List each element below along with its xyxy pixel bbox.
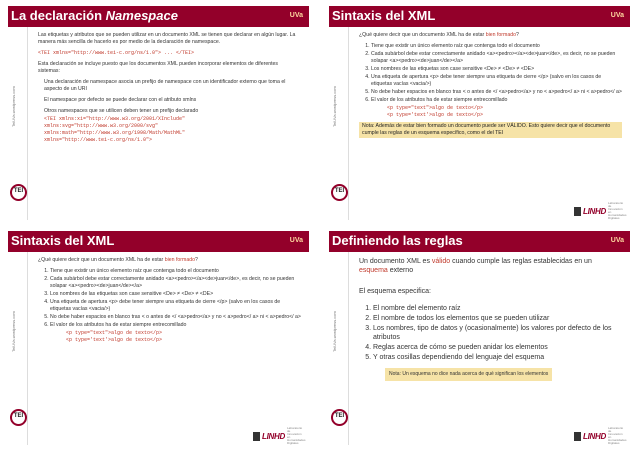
tei-logo-icon: TEI	[331, 409, 348, 431]
uva-logo: UVa	[289, 237, 303, 244]
slide-content	[359, 32, 622, 142]
list-item: 4. Reglas acerca de cómo se pueden anidar los elementos	[373, 343, 620, 352]
title-bar	[8, 231, 309, 252]
rules-list	[50, 268, 301, 329]
paragraph: El namespace por defecto se puede declarar con el atributo xmlns	[44, 97, 197, 103]
list-item: 1. El nombre del elemento raíz	[373, 304, 620, 313]
paragraph: El esquema especifica:	[359, 288, 431, 295]
tei-logo-icon: TEI	[10, 409, 27, 431]
slide-content	[38, 32, 301, 144]
code-block	[44, 116, 301, 144]
slide-title: Definiendo las reglas	[332, 233, 463, 248]
slide-title: La declaración Namespace	[11, 8, 178, 23]
paragraph: Las etiquetas y atributos que se pueden utilizar en un documento XML se tienen que declarar en algún lugar. La manera más sencilla de hacerlo es por medio de la declaración de namespace.	[38, 32, 296, 45]
slide-sintaxis	[8, 231, 309, 445]
vertical-url: TeiUVa.wordpress.com	[332, 86, 337, 127]
title-bar	[329, 231, 630, 252]
list-item: 5. Y otras cosillas dependiendo del lenguaje del esquema	[373, 353, 620, 362]
slide-sintaxis-note	[329, 6, 630, 220]
tei-logo-icon: TEI	[331, 184, 348, 206]
list-item: 5. No debe haber espacios en blanco tras < o antes de </ <a>pedro</a> y no < a>pedro</ a> ni < a>pedro</ a>	[371, 89, 622, 96]
code-line: <p type='text'>algo de texto</p>	[387, 112, 484, 118]
code-line: <TEI xmlns:xi="http://www.w3.org/2001/XInclude"	[44, 116, 186, 122]
slide-title: Sintaxis del XML	[332, 8, 436, 23]
list-item: 4. Una etiqueta de apertura <p> debe tener siempre una etiqueta de cierre </p> (salvo en los casos de etiquetas vacías <vacia/>)	[50, 299, 301, 313]
paragraph: Esta declaración se incluye puesto que los documentos XML pueden incorporar elementos de diferentes sistemas:	[38, 61, 279, 74]
code-block	[66, 330, 301, 344]
vertical-url: TeiUVa.wordpress.com	[332, 311, 337, 352]
slide-content	[359, 257, 620, 381]
uva-logo: UVa	[610, 12, 624, 19]
code-line: <TEI xmlns="http://www.tei-c.org/ns/1.0"> ... </TEI>	[38, 50, 195, 56]
list-item: 4. Una etiqueta de apertura <p> debe tener siempre una etiqueta de cierre </p> (salvo en los casos de etiquetas vacías <vacia/>)	[371, 74, 622, 88]
code-line: xmlns="http://www.tei-c.org/ns/1.0">	[44, 137, 153, 143]
list-item: 6. El valor de los atributos ha de estar siempre entrecomillado	[50, 322, 301, 329]
list-item: 2. El nombre de todos los elementos que se pueden utilizar	[373, 314, 620, 323]
list-item: 3. Los nombres de las etiquetas son case sensitive <De> ≠ <De> ≠ <DE>	[50, 291, 301, 298]
title-bar	[8, 6, 309, 27]
uva-logo: UVa	[610, 237, 624, 244]
title-bar	[329, 6, 630, 27]
list-item: 1. Tiene que existir un único elemento raíz que contenga todo el documento	[371, 43, 622, 50]
note-box: Nota: Además de estar bien formado un documento puede ser VÁLIDO. Esto quiere decir que el documento cumple las reglas de un esquema específico, como el del TEI	[359, 122, 622, 138]
vertical-url: TeiUVa.wordpress.com	[11, 311, 16, 352]
vertical-url: TeiUVa.wordpress.com	[11, 86, 16, 127]
footer-logo: LINHD Laboratorio de Innovación en Humanidades Digitales	[574, 430, 626, 442]
rules-list	[373, 304, 620, 362]
list-item: 5. No debe haber espacios en blanco tras < o antes de </ <a>pedro</a> y no < a>pedro</ a> ni < a>pedro</ a>	[50, 314, 301, 321]
list-item: 6. El valor de los atributos ha de estar siempre entrecomillado	[371, 97, 622, 104]
code-line: <p type="text">algo de texto</p>	[66, 330, 163, 336]
intro: ¿Qué quiere decir que un documento XML ha de estar bien formado?	[359, 32, 519, 38]
slide-title: Sintaxis del XML	[11, 233, 115, 248]
paragraph: Un documento XML es válido cuando cumple las reglas establecidas en un esquema externo	[359, 258, 592, 274]
footer-logo: LINHD Laboratorio de Innovación en Humanidades Digitales	[253, 430, 305, 442]
sidebar	[329, 27, 349, 220]
list-item: 2. Cada subárbol debe estar correctamente anidado <a><pedro></a><de>juan</de>, es decir, no se pueden solapar <a><pedro><de>juan</de></a>	[50, 276, 301, 290]
footer-logo: LINHD Laboratorio de Innovación en Humanidades Digitales	[574, 205, 626, 217]
paragraph: Otros namespaces que se utilicen deben tener un prefijo declarado	[44, 108, 199, 114]
intro: ¿Qué quiere decir que un documento XML ha de estar bien formado?	[38, 257, 198, 263]
paragraph: Una declaración de namespace asocia un prefijo de namespace con un identificador externo que toma el aspecto de un URI	[44, 79, 286, 92]
slide-namespace	[8, 6, 309, 220]
tei-logo-icon: TEI	[10, 184, 27, 206]
code-line: xmlns:math="http://www.w3.org/1998/Math/MathML"	[44, 130, 186, 136]
code-block	[387, 105, 622, 119]
sidebar	[8, 252, 28, 445]
note-box: Nota: Un esquema no dice nada acerca de qué significan los elementos	[385, 368, 552, 381]
list-item: 1. Tiene que existir un único elemento raíz que contenga todo el documento	[50, 268, 301, 275]
slide-content	[38, 257, 301, 344]
list-item: 3. Los nombres de las etiquetas son case sensitive <De> ≠ <De> ≠ <DE>	[371, 66, 622, 73]
code-line: <p type='text'>algo de texto</p>	[66, 337, 163, 343]
uva-logo: UVa	[289, 12, 303, 19]
code-line: <p type="text">algo de texto</p>	[387, 105, 484, 111]
code-line: xmlns:svg="http://www.w3.org/2000/svg"	[44, 123, 159, 129]
rules-list	[371, 43, 622, 104]
slide-reglas	[329, 231, 630, 445]
list-item: 3. Los nombres, tipo de datos y (ocasionalmente) los valores por defecto de los atributos	[373, 324, 620, 342]
list-item: 2. Cada subárbol debe estar correctamente anidado <a><pedro></a><de>juan</de>, es decir, no se pueden solapar <a><pedro><de>juan</de></a>	[371, 51, 622, 65]
sidebar	[329, 252, 349, 445]
sidebar	[8, 27, 28, 220]
